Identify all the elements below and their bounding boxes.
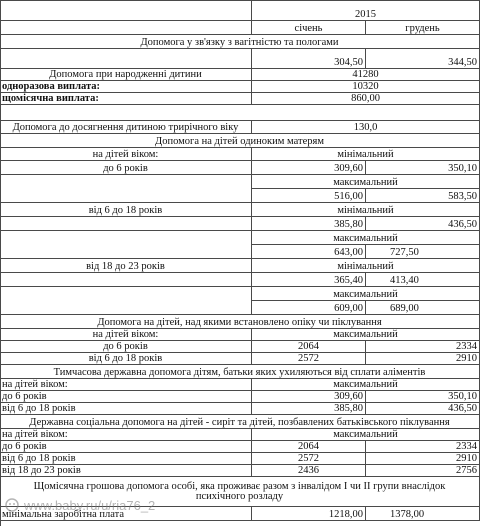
sm-u6-min-label: мінімальний: [252, 148, 480, 161]
g-6-18-dec: 2910: [366, 353, 480, 365]
sm-u6-max-dec: 583,50: [366, 189, 480, 203]
header-blank: [0, 0, 252, 21]
spacer-row: [0, 105, 480, 121]
sm-6-18-blank-2: [0, 231, 252, 259]
three-years-label: Допомога до досягнення дитиною трирічного віку: [0, 121, 252, 134]
o-6-18-label: від 6 до 18 років: [0, 453, 252, 465]
sm-18-23-max-dec: 689,00: [366, 301, 480, 315]
maternity-jan: 304,50: [252, 49, 366, 69]
min-wage-label: мінімальна заробітна плата: [0, 507, 252, 521]
g-6-18-jan: 2572: [252, 353, 366, 365]
a-max-label: максимальний: [252, 379, 480, 391]
sm-6-18-max-dec: 727,50: [366, 245, 480, 259]
birth-total: 41280: [252, 69, 480, 81]
sm-6-18-min-dec: 436,50: [366, 217, 480, 231]
g-6-18-label: від 6 до 18 років: [0, 353, 252, 365]
section-orphans: Державна соціальна допомога на дітей - сиріт та дітей, позбавлених батьківського піклування: [0, 415, 480, 429]
a-6-18-label: від 6 до 18 років: [0, 403, 252, 415]
g-age-label: на дітей віком:: [0, 329, 252, 341]
header-year: 2015: [252, 0, 480, 21]
sm-6-18-max-label: максимальний: [252, 231, 480, 245]
section-alimony: Тимчасова державна допомога дітям, батьки яких ухиляються від сплати аліментів: [0, 365, 480, 379]
o-max-label: максимальний: [252, 429, 480, 441]
o-u6-dec: 2334: [366, 441, 480, 453]
g-u6-label: до 6 років: [0, 341, 252, 353]
sm-6-18-min-jan: 385,80: [252, 217, 366, 231]
min-wage-dec: 1378,00: [366, 507, 480, 521]
header-blank-2: [0, 21, 252, 35]
sm-6-18-blank: [0, 217, 252, 231]
sm-u6-max-label: максимальний: [252, 175, 480, 189]
monthly-value: 860,00: [252, 93, 480, 105]
a-u6-dec: 350,10: [366, 391, 480, 403]
o-u6-jan: 2064: [252, 441, 366, 453]
section-maternity: Допомога у зв'язку з вагітністю та пологами: [0, 35, 480, 49]
header-january: січень: [252, 21, 366, 35]
section-disabled-care: Щомісячна грошова допомога особі, яка проживає разом з інвалідом I чи II групи внаслідок психічного розладу: [0, 477, 480, 507]
a-6-18-jan: 385,80: [252, 403, 366, 415]
birth-label: Допомога при народженні дитини: [0, 69, 252, 81]
header-december: грудень: [366, 21, 480, 35]
g-u6-jan: 2064: [252, 341, 366, 353]
sm-6-18-label: від 6 до 18 років: [0, 203, 252, 217]
o-18-23-dec: 2756: [366, 465, 480, 477]
watermark-text: www.baby.ru/u/ria76_2: [24, 497, 156, 513]
g-max-label: максимальний: [252, 329, 480, 341]
sm-18-23-max-label: максимальний: [252, 287, 480, 301]
section-single-mothers: Допомога на дітей одиноким матерям: [0, 134, 480, 148]
sm-u6-max-jan: 516,00: [252, 189, 366, 203]
sm-18-23-max-jan: 609,00: [252, 301, 366, 315]
section-guardianship: Допомога на дітей, над якими встановлено опіку чи піклування: [0, 315, 480, 329]
maternity-label: [0, 49, 252, 69]
maternity-dec: 344,50: [366, 49, 480, 69]
a-u6-jan: 309,60: [252, 391, 366, 403]
monthly-label: щомісячна виплата:: [0, 93, 252, 105]
sm-18-23-min-jan: 365,40: [252, 273, 366, 287]
sm-6-18-min-label: мінімальний: [252, 203, 480, 217]
a-age-label: на дітей віком:: [0, 379, 252, 391]
sm-18-23-blank: [0, 273, 252, 287]
o-6-18-dec: 2910: [366, 453, 480, 465]
sm-18-23-min-label: мінімальний: [252, 259, 480, 273]
o-18-23-jan: 2436: [252, 465, 366, 477]
sm-u6-min-dec: 350,10: [366, 161, 480, 175]
sm-18-23-min-dec: 413,40: [366, 273, 480, 287]
sm-18-23-blank-2: [0, 287, 252, 315]
a-u6-label: до 6 років: [0, 391, 252, 403]
o-age-label: на дітей віком:: [0, 429, 252, 441]
one-time-label: одноразова виплата:: [0, 81, 252, 93]
sm-u6-blank: [0, 175, 252, 203]
o-6-18-jan: 2572: [252, 453, 366, 465]
g-u6-dec: 2334: [366, 341, 480, 353]
o-18-23-label: від 18 до 23 років: [0, 465, 252, 477]
a-6-18-dec: 436,50: [366, 403, 480, 415]
sm-u6-label: до 6 років: [0, 161, 252, 175]
one-time-value: 10320: [252, 81, 480, 93]
min-wage-jan: 1218,00: [252, 507, 366, 521]
sm-18-23-label: від 18 до 23 років: [0, 259, 252, 273]
sm-u6-min-jan: 309,60: [252, 161, 366, 175]
sm-6-18-max-jan: 643,00: [252, 245, 366, 259]
three-years-value: 130,0: [252, 121, 480, 134]
o-u6-label: до 6 років: [0, 441, 252, 453]
sm-age-label: на дітей віком:: [0, 148, 252, 161]
